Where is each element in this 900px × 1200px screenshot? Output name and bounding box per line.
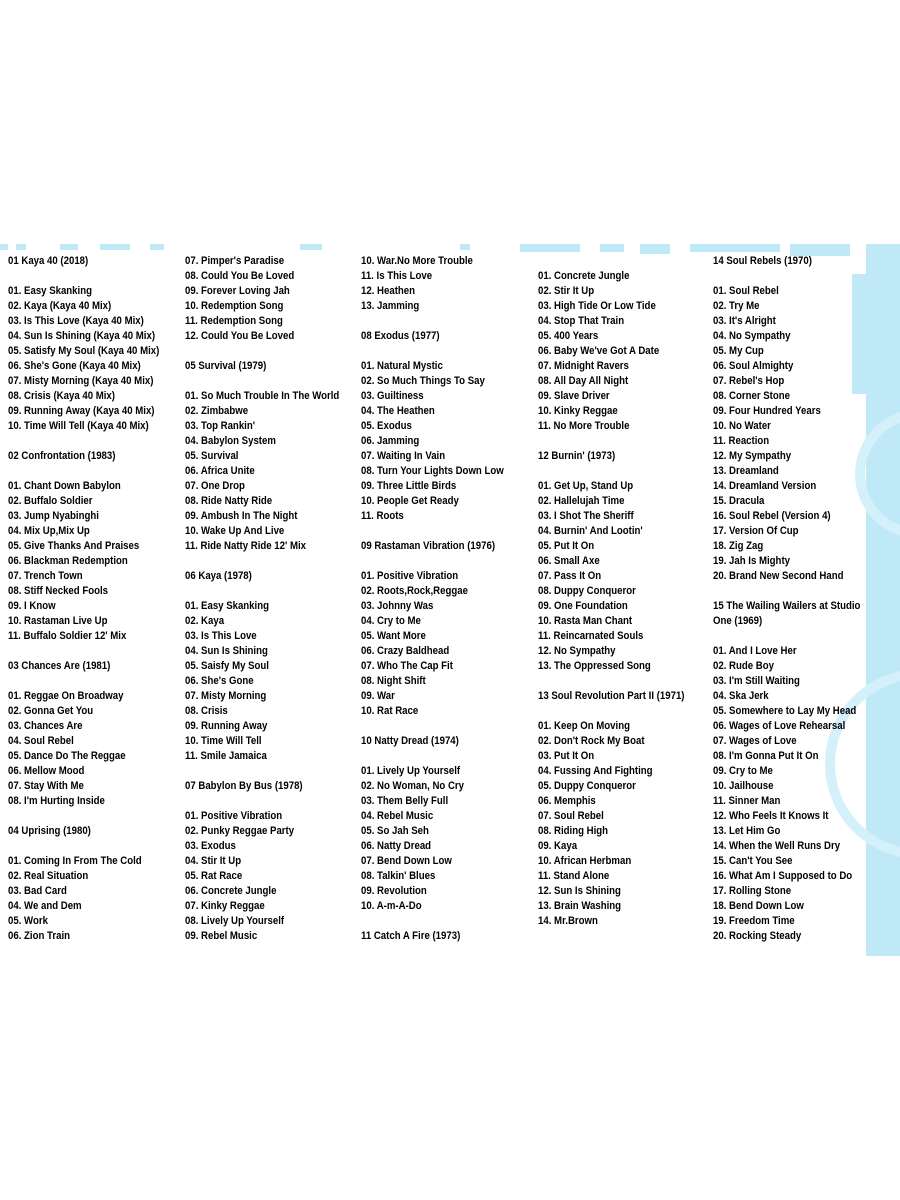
track-item: 08. Crisis — [185, 705, 228, 717]
track-item: 01. Concrete Jungle — [538, 270, 630, 282]
track-item: 12. Heathen — [361, 285, 416, 297]
track-item: 04. Soul Rebel — [8, 735, 74, 747]
track-item: 02. So Much Things To Say — [361, 375, 485, 387]
spacer — [538, 464, 689, 479]
album-heading: 12 Burnin' (1973) — [538, 450, 616, 462]
track-item: 07. Midnight Ravers — [538, 360, 629, 372]
track-item: 02. Rude Boy — [713, 660, 774, 672]
track-item: 04. Stir It Up — [185, 855, 242, 867]
track-item: 09. Running Away (Kaya 40 Mix) — [8, 405, 155, 417]
track-item: 06. Natty Dread — [361, 840, 432, 852]
spacer — [185, 584, 336, 599]
tracklist-column — [185, 254, 340, 944]
spacer — [361, 524, 512, 539]
track-item: 12. Could You Be Loved — [185, 330, 295, 342]
track-item: 15. Dracula — [713, 495, 765, 507]
album-heading: 02 Confrontation (1983) — [8, 450, 116, 462]
track-item: 05. Want More — [361, 630, 426, 642]
tracklist-column — [538, 254, 689, 929]
track-item: 01. Keep On Moving — [538, 720, 630, 732]
tracklist-column — [8, 254, 159, 944]
track-item: 06. Baby We've Got A Date — [538, 345, 660, 357]
track-item: 01. Coming In From The Cold — [8, 855, 142, 867]
decor-bar — [16, 244, 26, 250]
track-item: 08. Riding High — [538, 825, 609, 837]
track-item: 01. Positive Vibration — [361, 570, 459, 582]
track-item: 06. Small Axe — [538, 555, 600, 567]
track-item: 07. Misty Morning (Kaya 40 Mix) — [8, 375, 154, 387]
track-item: 13. Dreamland — [713, 465, 779, 477]
track-item: 02. Gonna Get You — [8, 705, 94, 717]
track-item: 03. Jump Nyabinghi — [8, 510, 99, 522]
track-item: 14. Mr.Brown — [538, 915, 598, 927]
track-item: 01. Lively Up Yourself — [361, 765, 461, 777]
track-item: 02. Kaya (Kaya 40 Mix) — [8, 300, 112, 312]
track-item: 06. Crazy Baldhead — [361, 645, 450, 657]
track-item: 02. Real Situation — [8, 870, 89, 882]
album-heading: 03 Chances Are (1981) — [8, 660, 111, 672]
track-item: 11. No More Trouble — [538, 420, 630, 432]
track-item: 04. Cry to Me — [361, 615, 421, 627]
track-item: 01. Soul Rebel — [713, 285, 779, 297]
track-item: 08. Stiff Necked Fools — [8, 585, 108, 597]
track-item: 02. Buffalo Soldier — [8, 495, 93, 507]
track-item: 09. Four Hundred Years — [713, 405, 821, 417]
track-item: 04. Stop That Train — [538, 315, 625, 327]
spacer — [361, 914, 512, 929]
track-item: 17. Rolling Stone — [713, 885, 792, 897]
tracklist-column — [713, 254, 864, 944]
track-item: 05. Somewhere to Lay My Head — [713, 705, 857, 717]
track-item: 01. Easy Skanking — [185, 600, 269, 612]
track-item: 05. Work — [8, 915, 48, 927]
track-item: 03. Guiltiness — [361, 390, 424, 402]
track-item: 09. Kaya — [538, 840, 578, 852]
track-item: 07. Pimper's Paradise — [185, 255, 285, 267]
spacer — [185, 764, 336, 779]
spacer — [361, 314, 512, 329]
track-item: 06. Soul Almighty — [713, 360, 794, 372]
track-item: 05. Duppy Conqueror — [538, 780, 636, 792]
track-item: 03. I Shot The Sheriff — [538, 510, 634, 522]
track-item: 01. And I Love Her — [713, 645, 797, 657]
album-heading: 07 Babylon By Bus (1978) — [185, 780, 303, 792]
album-heading: 08 Exodus (1977) — [361, 330, 440, 342]
track-item: 10. No Water — [713, 420, 771, 432]
spacer — [8, 839, 159, 854]
spacer — [361, 344, 512, 359]
decor-bar — [100, 244, 130, 250]
track-item: 10. A-m-A-Do — [361, 900, 422, 912]
track-item: 08. All Day All Night — [538, 375, 629, 387]
spacer — [713, 269, 864, 284]
spacer — [8, 674, 159, 689]
track-item: 04. The Heathen — [361, 405, 435, 417]
spacer — [8, 464, 159, 479]
track-item: 07. Trench Town — [8, 570, 83, 582]
decor-bar — [640, 244, 670, 254]
track-item: 01. So Much Trouble In The World — [185, 390, 340, 402]
album-heading: 09 Rastaman Vibration (1976) — [361, 540, 496, 552]
track-item: 04. Fussing And Fighting — [538, 765, 653, 777]
spacer — [361, 554, 512, 569]
track-item: 11. Stand Alone — [538, 870, 610, 882]
track-item: 02. Stir It Up — [538, 285, 595, 297]
track-item: 03. I'm Still Waiting — [713, 675, 800, 687]
track-item: 01. Positive Vibration — [185, 810, 283, 822]
decor-bar — [460, 244, 470, 250]
track-item: 08. Night Shift — [361, 675, 426, 687]
decor-bar — [60, 244, 78, 250]
track-item: 05. Put It On — [538, 540, 595, 552]
album-heading: 11 Catch A Fire (1973) — [361, 930, 461, 942]
track-item: 06. She's Gone (Kaya 40 Mix) — [8, 360, 141, 372]
track-item: 20. Rocking Steady — [713, 930, 802, 942]
track-item: 06. Wages of Love Rehearsal — [713, 720, 846, 732]
track-item: 15. Can't You See — [713, 855, 793, 867]
album-heading: 14 Soul Rebels (1970) — [713, 255, 812, 267]
track-item: 03. Johnny Was — [361, 600, 434, 612]
track-item: 06. Africa Unite — [185, 465, 255, 477]
track-item: 10. Jailhouse — [713, 780, 774, 792]
album-heading: 06 Kaya (1978) — [185, 570, 252, 582]
track-item: 03. Them Belly Full — [361, 795, 449, 807]
track-item: 03. Is This Love (Kaya 40 Mix) — [8, 315, 144, 327]
track-item: 18. Bend Down Low — [713, 900, 804, 912]
decor-bar — [0, 244, 8, 250]
track-item: 03. Top Rankin' — [185, 420, 256, 432]
track-item: 13. Jamming — [361, 300, 420, 312]
tracklist-sheet — [0, 244, 900, 956]
track-item: 07. Wages of Love — [713, 735, 797, 747]
track-item: 08. Crisis (Kaya 40 Mix) — [8, 390, 115, 402]
track-item: 11. Sinner Man — [713, 795, 781, 807]
track-item: 07. Waiting In Vain — [361, 450, 446, 462]
track-item: 05. Saisfy My Soul — [185, 660, 269, 672]
spacer — [8, 809, 159, 824]
spacer — [185, 554, 336, 569]
decor-bar — [690, 244, 780, 252]
track-item: 05. Dance Do The Reggae — [8, 750, 126, 762]
spacer — [8, 269, 159, 284]
track-item: 05. Satisfy My Soul (Kaya 40 Mix) — [8, 345, 160, 357]
track-item: 10. War.No More Trouble — [361, 255, 473, 267]
track-item: 07. Who The Cap Fit — [361, 660, 453, 672]
track-item: 10. African Herbman — [538, 855, 632, 867]
track-item: 09. Rebel Music — [185, 930, 258, 942]
track-item: 05. My Cup — [713, 345, 764, 357]
track-item: 12. No Sympathy — [538, 645, 616, 657]
spacer — [185, 344, 336, 359]
track-item: 02. Hallelujah Time — [538, 495, 625, 507]
track-item: 02. No Woman, No Cry — [361, 780, 465, 792]
track-item: 08. Could You Be Loved — [185, 270, 295, 282]
track-item: 07. Soul Rebel — [538, 810, 604, 822]
spacer — [538, 254, 689, 269]
track-item: 13. Brain Washing — [538, 900, 622, 912]
track-item: 12. My Sympathy — [713, 450, 792, 462]
spacer — [185, 794, 336, 809]
track-item: 02. Punky Reggae Party — [185, 825, 295, 837]
track-item: 19. Jah Is Mighty — [713, 555, 790, 567]
album-heading: 01 Kaya 40 (2018) — [8, 255, 89, 267]
track-item: 10. People Get Ready — [361, 495, 459, 507]
track-item: 11. Redemption Song — [185, 315, 283, 327]
track-item: 01. Get Up, Stand Up — [538, 480, 634, 492]
decor-bar — [520, 244, 580, 252]
track-item: 05. Give Thanks And Praises — [8, 540, 140, 552]
spacer — [713, 584, 864, 599]
spacer — [538, 704, 689, 719]
track-item: 07. Misty Morning — [185, 690, 267, 702]
track-item: 10. Time Will Tell — [185, 735, 262, 747]
track-item: 02. Roots,Rock,Reggae — [361, 585, 468, 597]
album-heading: 10 Natty Dread (1974) — [361, 735, 459, 747]
track-item: 06. Jamming — [361, 435, 420, 447]
spacer — [361, 749, 512, 764]
track-item: 10. Rat Race — [361, 705, 419, 717]
track-item: 03. Is This Love — [185, 630, 257, 642]
track-item: 10. Time Will Tell (Kaya 40 Mix) — [8, 420, 149, 432]
track-item: 09. Cry to Me — [713, 765, 773, 777]
track-item: 08. Ride Natty Ride — [185, 495, 273, 507]
track-item: 11. Buffalo Soldier 12' Mix — [8, 630, 127, 642]
track-item: 09. War — [361, 690, 395, 702]
spacer — [538, 674, 689, 689]
track-item: 08. Turn Your Lights Down Low — [361, 465, 504, 477]
track-item: 03. Exodus — [185, 840, 236, 852]
track-item: 03. Chances Are — [8, 720, 83, 732]
track-item: 02. Try Me — [713, 300, 760, 312]
track-item: 08. Corner Stone — [713, 390, 790, 402]
track-item: 09. Three Little Birds — [361, 480, 457, 492]
track-item: 14. Dreamland Version — [713, 480, 817, 492]
track-item: 05. 400 Years — [538, 330, 599, 342]
track-item: 11. Ride Natty Ride 12' Mix — [185, 540, 307, 552]
tracklist-column — [361, 254, 512, 944]
track-item: 06. Concrete Jungle — [185, 885, 277, 897]
track-item: 13. Let Him Go — [713, 825, 781, 837]
track-item: 10. Rasta Man Chant — [538, 615, 633, 627]
track-item: 11. Roots — [361, 510, 404, 522]
track-item: 09. Forever Loving Jah — [185, 285, 290, 297]
track-item: 04. Mix Up,Mix Up — [8, 525, 90, 537]
track-item: 03. Put It On — [538, 750, 595, 762]
track-item: 06. Blackman Redemption — [8, 555, 128, 567]
track-item: 09. Running Away — [185, 720, 268, 732]
track-item: 05. Rat Race — [185, 870, 243, 882]
spacer — [185, 374, 336, 389]
track-item: 07. Pass It On — [538, 570, 602, 582]
decor-bar — [600, 244, 624, 252]
track-item: 04. Sun Is Shining (Kaya 40 Mix) — [8, 330, 156, 342]
spacer — [713, 629, 864, 644]
track-item: 12. Who Feels It Knows It — [713, 810, 829, 822]
track-item: 16. Soul Rebel (Version 4) — [713, 510, 831, 522]
track-item: 11. Reaction — [713, 435, 770, 447]
track-item: 01. Reggae On Broadway — [8, 690, 124, 702]
track-item: 04. Ska Jerk — [713, 690, 769, 702]
track-item: 06. Zion Train — [8, 930, 71, 942]
album-heading: 04 Uprising (1980) — [8, 825, 91, 837]
track-item: 09. Ambush In The Night — [185, 510, 298, 522]
track-item: 14. When the Well Runs Dry — [713, 840, 841, 852]
track-item: 11. Is This Love — [361, 270, 433, 282]
track-item: 10. Wake Up And Live — [185, 525, 285, 537]
track-item: 07. One Drop — [185, 480, 245, 492]
track-item: 08. I'm Hurting Inside — [8, 795, 105, 807]
track-item: 18. Zig Zag — [713, 540, 764, 552]
decor-bar — [150, 244, 164, 250]
track-item: 05. So Jah Seh — [361, 825, 429, 837]
track-item: 10. Kinky Reggae — [538, 405, 618, 417]
track-item: 01. Easy Skanking — [8, 285, 92, 297]
track-item: 10. Rastaman Live Up — [8, 615, 108, 627]
track-item: 02. Zimbabwe — [185, 405, 249, 417]
track-item: 11. Smile Jamaica — [185, 750, 267, 762]
track-item: 13. The Oppressed Song — [538, 660, 651, 672]
track-item: 16. What Am I Supposed to Do — [713, 870, 853, 882]
track-item: 09. Slave Driver — [538, 390, 610, 402]
track-item: 01. Natural Mystic — [361, 360, 443, 372]
track-item: 05. Survival — [185, 450, 239, 462]
track-item: 08. I'm Gonna Put It On — [713, 750, 819, 762]
track-item: 07. Stay With Me — [8, 780, 84, 792]
spacer — [8, 434, 159, 449]
track-item: 10. Redemption Song — [185, 300, 284, 312]
album-heading: 15 The Wailing Wailers at Studio — [713, 600, 861, 612]
track-item: 07. Kinky Reggae — [185, 900, 265, 912]
decor-bar — [300, 244, 322, 250]
track-item: 08. Talkin' Blues — [361, 870, 436, 882]
track-item: 08. Lively Up Yourself — [185, 915, 285, 927]
track-item: 04. Babylon System — [185, 435, 276, 447]
track-item: 19. Freedom Time — [713, 915, 795, 927]
spacer — [361, 719, 512, 734]
spacer — [8, 644, 159, 659]
track-item: 04. We and Dem — [8, 900, 82, 912]
track-item: 17. Version Of Cup — [713, 525, 799, 537]
track-item: 02. Don't Rock My Boat — [538, 735, 645, 747]
track-item: 07. Rebel's Hop — [713, 375, 785, 387]
track-item: 09. I Know — [8, 600, 56, 612]
track-item: 20. Brand New Second Hand — [713, 570, 844, 582]
track-item: 04. Sun Is Shining — [185, 645, 268, 657]
track-item: 04. Burnin' And Lootin' — [538, 525, 643, 537]
track-item: 02. Kaya — [185, 615, 225, 627]
track-item: 06. Memphis — [538, 795, 596, 807]
track-item: 11. Reincarnated Souls — [538, 630, 644, 642]
track-item: 06. Mellow Mood — [8, 765, 85, 777]
track-item: 04. No Sympathy — [713, 330, 791, 342]
spacer — [538, 434, 689, 449]
album-heading: 13 Soul Revolution Part II (1971) — [538, 690, 685, 702]
album-heading: One (1969) — [713, 615, 763, 627]
track-item: 06. She's Gone — [185, 675, 254, 687]
track-item: 12. Sun Is Shining — [538, 885, 621, 897]
track-item: 03. Bad Card — [8, 885, 67, 897]
track-item: 03. It's Alright — [713, 315, 776, 327]
track-item: 07. Bend Down Low — [361, 855, 452, 867]
track-item: 03. High Tide Or Low Tide — [538, 300, 656, 312]
track-item: 08. Duppy Conqueror — [538, 585, 636, 597]
track-item: 09. Revolution — [361, 885, 427, 897]
track-item: 09. One Foundation — [538, 600, 628, 612]
track-item: 05. Exodus — [361, 420, 412, 432]
track-item: 01. Chant Down Babylon — [8, 480, 121, 492]
album-heading: 05 Survival (1979) — [185, 360, 267, 372]
track-item: 04. Rebel Music — [361, 810, 434, 822]
